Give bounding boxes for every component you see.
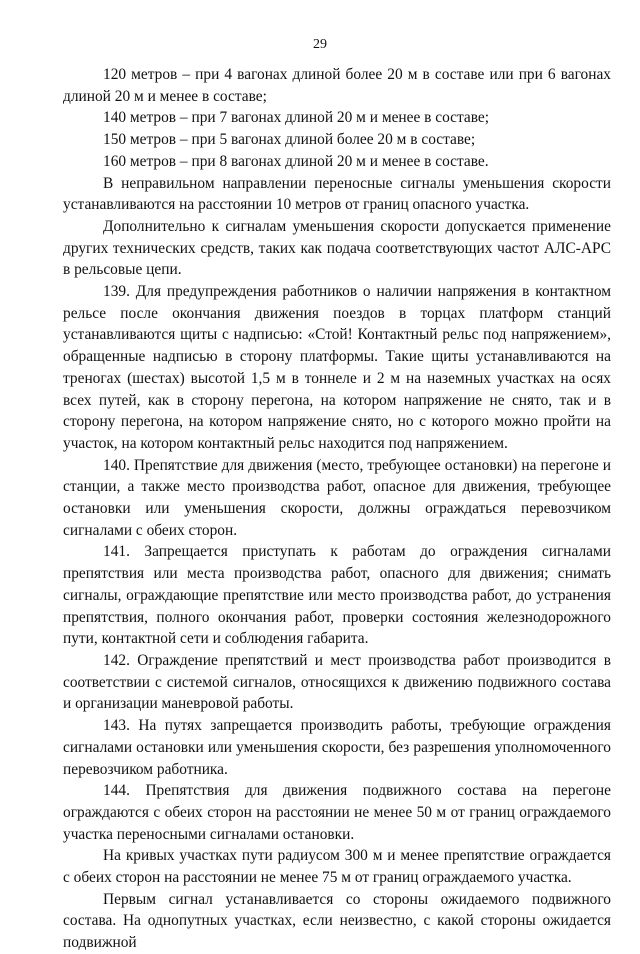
paragraph: 120 метров – при 4 вагонах длиной более 20 м в составе или при 6 вагонах длиной 20 м и менее в составе; (63, 66, 611, 105)
paragraph: 140 метров – при 7 вагонах длиной 20 м и менее в составе; (103, 109, 490, 127)
paragraph: Дополнительно к сигналам уменьшения скорости допускается применение других технических средств, таких как подача соответствующих частот АЛС-АРС в рельсовые цепи. (63, 217, 611, 279)
paragraph: 160 метров – при 8 вагонах длиной 20 м и менее в составе. (103, 152, 489, 170)
paragraph: 144. Препятствия для движения подвижного состава на перегоне ограждаются с обеих сторон на расстоянии не менее 50 м от границ ограждаемого участка переносными сигналами остановки. (63, 782, 611, 843)
document-body (63, 64, 611, 954)
paragraph: 143. На путях запрещается производить работы, требующие ограждения сигналами остановки или уменьшения скорости, без разрешения уполномоченного перевозчиком работника. (63, 717, 611, 778)
page-number: 29 (313, 37, 327, 52)
paragraph: 140. Препятствие для движения (место, требующее остановки) на перегоне и станции, а также место производства работ, опасное для движения, требующее остановки или уменьшения скорости, должны ограждаться перевозчиком сигналами с обеих сторон. (63, 456, 611, 539)
paragraph: 141. Запрещается приступать к работам до ограждения сигналами препятствия или места производства работ, опасного для движения; снимать сигналы, ограждающие препятствие или место производства работ, до устранения препятствия, полного окончания работ, проверки состояния железнодорожного пути, контактной сети и соблюдения габарита. (63, 543, 611, 648)
paragraph: В неправильном направлении переносные сигналы уменьшения скорости устанавливаются на расстоянии 10 метров от границ опасного участка. (63, 174, 611, 214)
paragraph: 150 метров – при 5 вагонах длиной более 20 м в составе; (103, 131, 476, 149)
paragraph: 142. Ограждение препятствий и мест производства работ производится в соответствии с системой сигналов, относящихся к движению подвижного состава и организации маневровой работы. (63, 651, 611, 713)
paragraph: Первым сигнал устанавливается со стороны ожидаемого подвижного состава. На однопутных участках, если неизвестно, с какой стороны ожидается подвижной (63, 890, 611, 952)
paragraph: На кривых участках пути радиусом 300 м и менее препятствие ограждается с обеих сторон на расстоянии не менее 75 м от границ ограждаемого участка. (63, 847, 611, 887)
paragraph: 139. Для предупреждения работников о наличии напряжения в контактном рельсе после окончания движения поездов в торцах платформ станций устанавливаются щиты с надписью: «Стой! Контактный рельс под напряжением», обращенные надписью в сторону платформы. Такие щиты устанавливаются на треногах (шестах) высотой 1,5 м в тоннеле и 2 м на наземных участках на осях всех путей, как в сторону перегона, на котором напряжение не снято, так и в сторону перегона, на котором напряжение снято, но с которого можно пройти на участок, на котором контактный рельс находится под напряжением. (63, 283, 611, 452)
